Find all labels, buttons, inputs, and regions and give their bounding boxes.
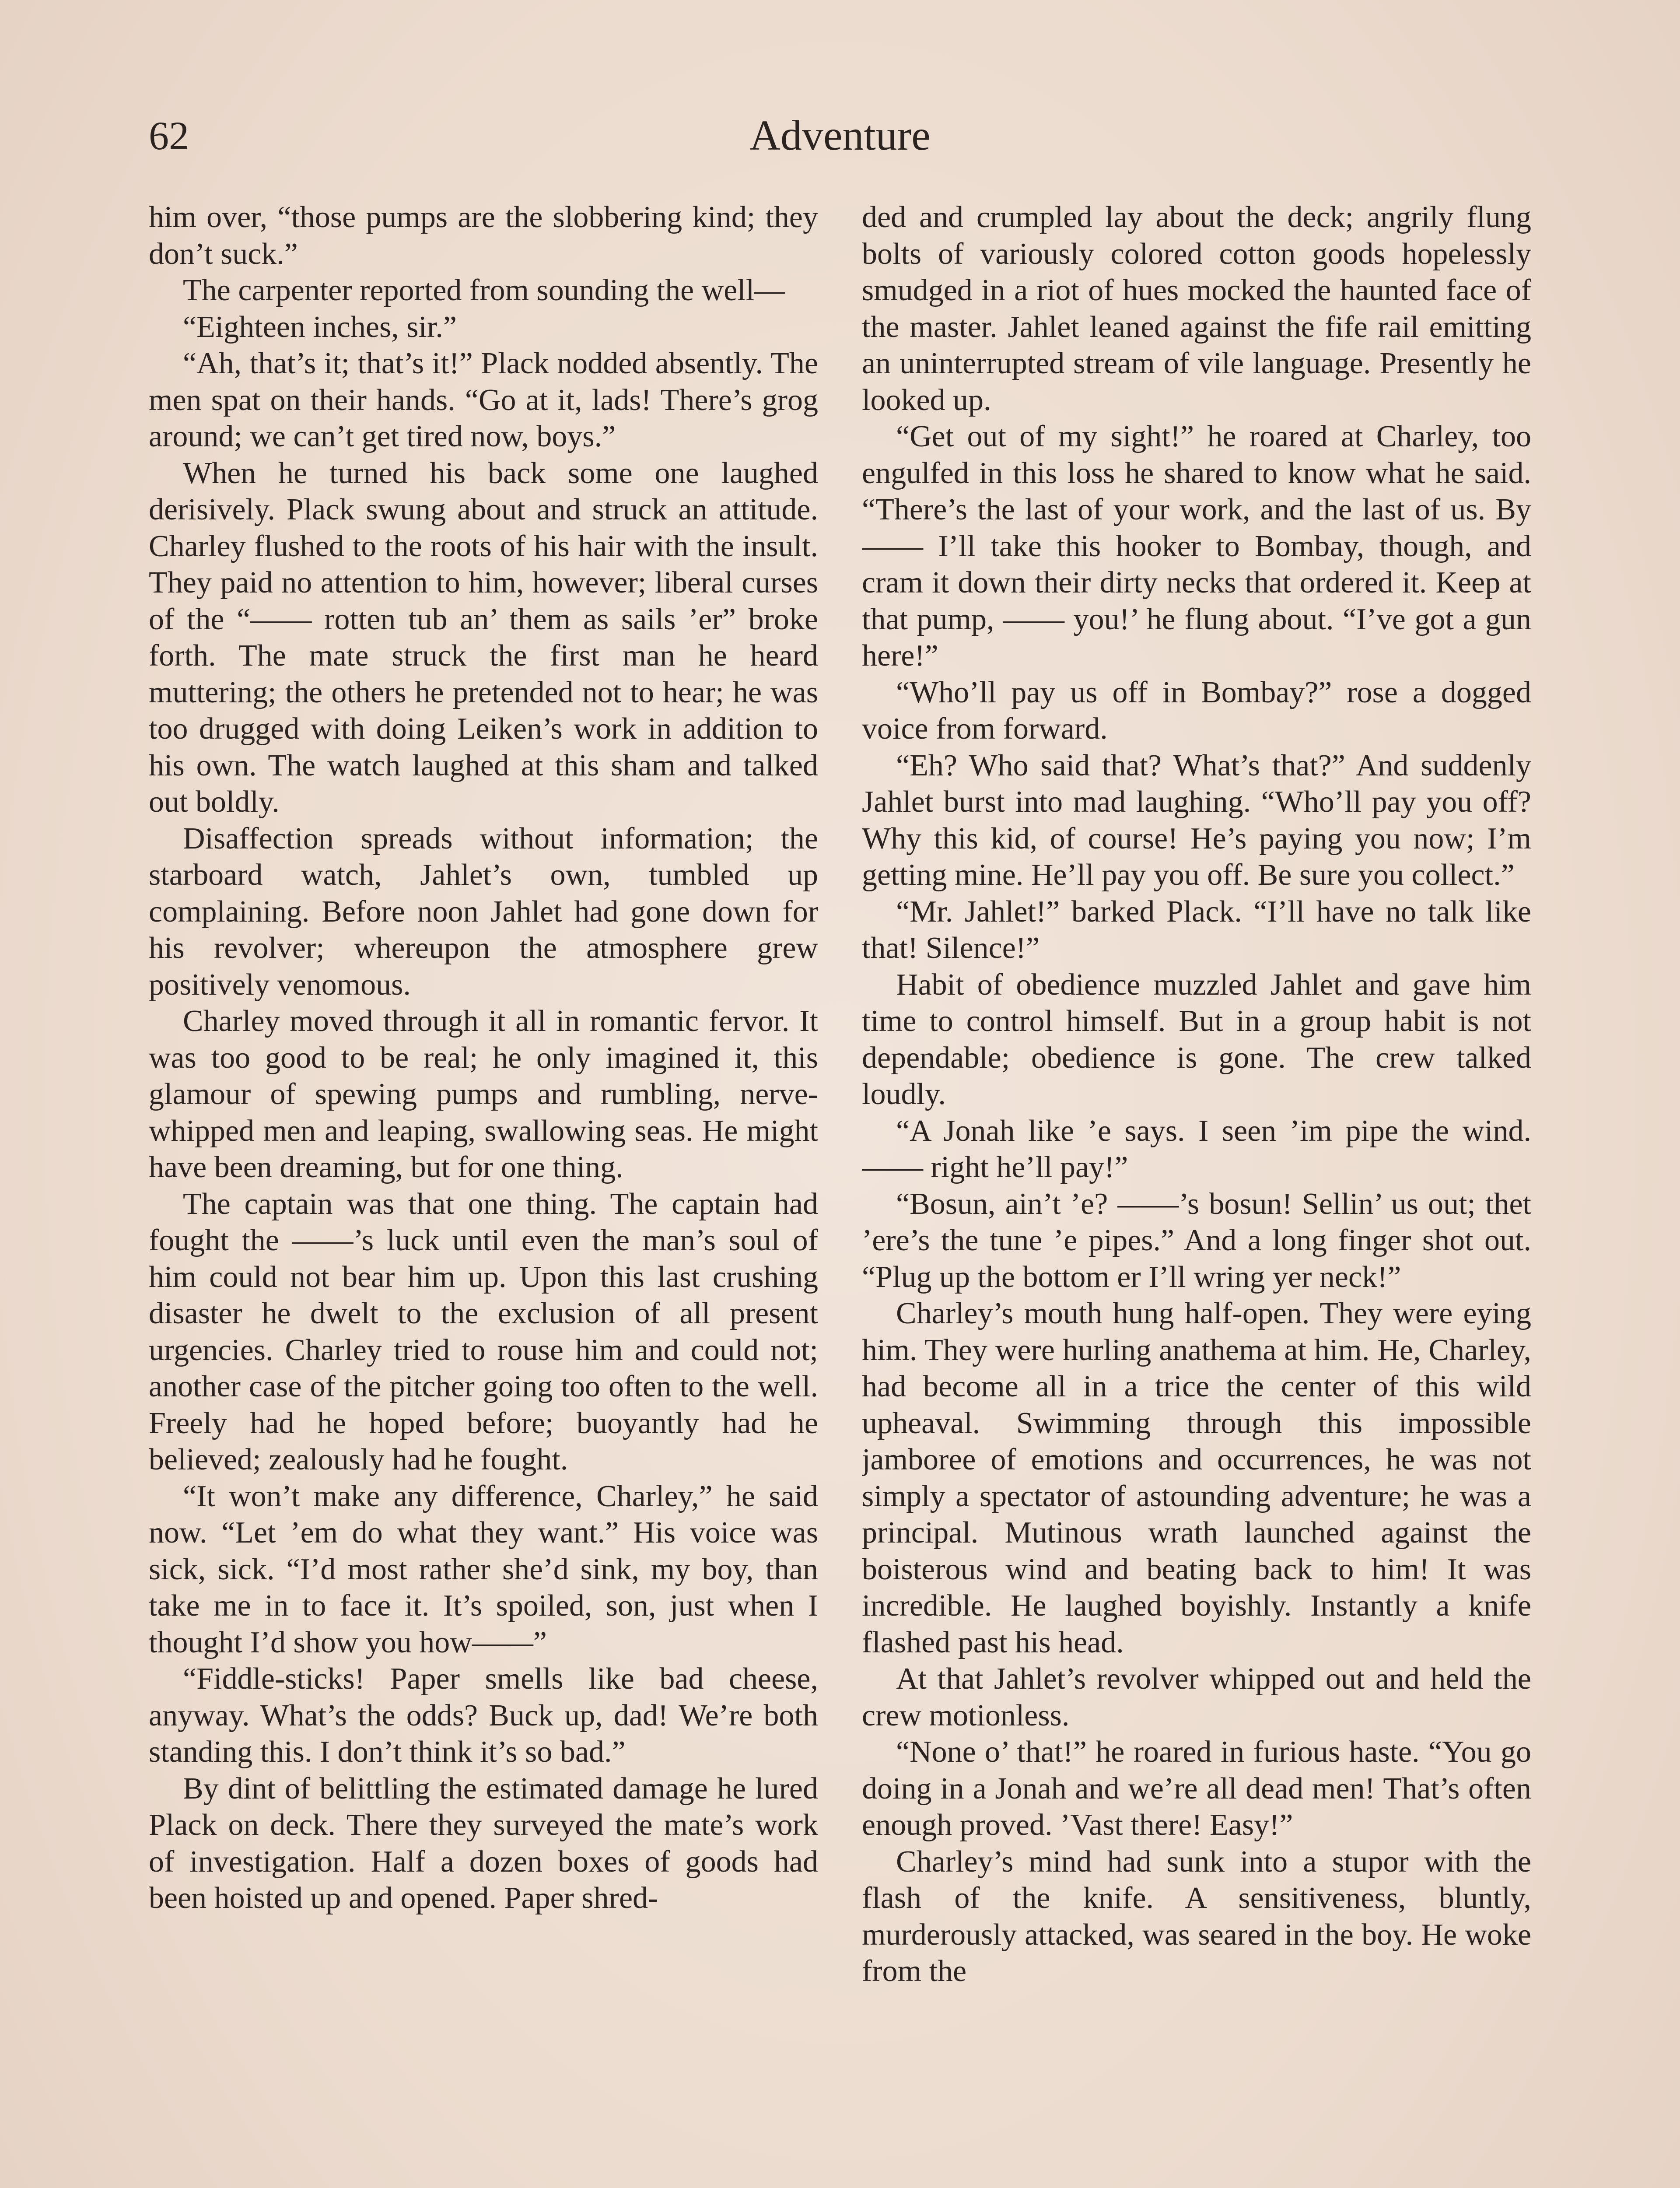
paragraph: “Ah, that’s it; that’s it!” Plack nodded absently. The men spat on their hands. “Go at it, lads! There’s grog around; we can’t get tired now, boys.” (149, 347, 818, 453)
paragraph: The captain was that one thing. The captain had fought the ——’s luck until even the man’s soul of him could not bear him up. Upon this last crushing disaster he dwelt to the exclusion of all present urgencies. Charley tried to rouse him and could not; another case of the pitcher going too often to the well. Freely had he hoped before; buoyantly had he believed; zealously had he fought. (149, 1187, 818, 1476)
left-column (149, 199, 818, 2188)
paragraph: Charley’s mouth hung half-open. They were eying him. They were hurling anathema at him. He, Charley, had become all in a trice the center of this wild upheaval. Swimming through this impossible jamboree of emotions and occurrences, he was not simply a spectator of astounding adventure; he was a principal. Mutinous wrath launched against the boisterous wind and beating back to him! It was incredible. He laughed boyishly. Instantly a knife flashed past his head. (862, 1297, 1531, 1659)
right-column (862, 199, 1531, 2188)
paragraph: “A Jonah like ’e says. I seen ’im pipe the wind. —— right he’ll pay!” (862, 1114, 1531, 1184)
paragraph: Charley moved through it all in romantic fervor. It was too good to be real; he only imagined it, this glamour of spewing pumps and rumbling, nerve-whipped men and leaping, swallowing seas. He might have been dreaming, but for one thing. (149, 1004, 818, 1184)
paragraph: “Eh? Who said that? What’s that?” And suddenly Jahlet burst into mad laughing. “Who’ll pay you off? Why this kid, of course! He’s paying you now; I’m getting mine. He’ll pay you off. Be sure you collect.” (862, 748, 1531, 892)
paragraph: him over, “those pumps are the slobbering kind; they don’t suck.” (149, 200, 818, 271)
paragraph: “Eighteen inches, sir.” (183, 310, 457, 344)
paragraph: “Mr. Jahlet!” barked Plack. “I’ll have no talk like that! Silence!” (862, 894, 1531, 965)
paragraph: ded and crumpled lay about the deck; angrily flung bolts of variously colored cotton goods hopelessly smudged in a riot of hues mocked the haunted face of the master. Jahlet leaned against the fife rail emitting an uninterrupted stream of vile language. Presently he looked up. (862, 200, 1531, 417)
paragraph: By dint of belittling the estimated damage he lured Plack on deck. There they surveyed the mate’s work of investigation. Half a dozen boxes of goods had been hoisted up and opened. Paper shred- (149, 1771, 818, 1915)
page-header (149, 109, 1531, 162)
paragraph: “None o’ that!” he roared in furious haste. “You go doing in a Jonah and we’re all dead men! That’s often enough proved. ’Vast there! Easy!” (862, 1735, 1531, 1842)
paragraph: When he turned his back some one laughed derisively. Plack swung about and struck an attitude. Charley flushed to the roots of his hair with the insult. They paid no attention to him, however; liberal curses of the “—— rotten tub an’ them as sails ’er” broke forth. The mate struck the first man he heard muttering; the others he pretended not to hear; he was too drugged with doing Leiken’s work in addition to his own. The watch laughed at this sham and talked out boldly. (149, 456, 818, 819)
paragraph: Habit of obedience muzzled Jahlet and gave him time to control himself. But in a group habit is not dependable; obedience is gone. The crew talked loudly. (862, 968, 1531, 1111)
paragraph: Charley’s mind had sunk into a stupor with the flash of the knife. A sensitiveness, bluntly, murderously attacked, was seared in the boy. He woke from the (862, 1844, 1531, 1988)
paragraph: Disaffection spreads without information; the starboard watch, Jahlet’s own, tumbled up complaining. Before noon Jahlet had gone down for his revolver; whereupon the atmosphere grew positively venomous. (149, 821, 818, 1002)
paragraph: “Fiddle-sticks! Paper smells like bad cheese, anyway. What’s the odds? Buck up, dad! We’re both standing this. I don’t think it’s so bad.” (149, 1662, 818, 1769)
paragraph: At that Jahlet’s revolver whipped out and held the crew motionless. (862, 1662, 1531, 1732)
text-columns (149, 199, 1531, 2188)
paragraph: “Bosun, ain’t ’e? ——’s bosun! Sellin’ us out; thet ’ere’s the tune ’e pipes.” And a long finger shot out. “Plug up the bottom er I’ll wring yer neck!” (862, 1187, 1531, 1294)
paragraph: “Who’ll pay us off in Bombay?” rose a dogged voice from forward. (862, 675, 1531, 746)
page-number: 62 (149, 113, 189, 158)
paragraph: The carpenter reported from sounding the well— (183, 274, 785, 307)
running-title: Adventure (749, 112, 931, 159)
paragraph: “Get out of my sight!” he roared at Charley, too engulfed in this loss he shared to know what he said. “There’s the last of your work, and the last of us. By —— I’ll take this hooker to Bombay, though, and cram it down their dirty necks that ordered it. Keep at that pump, —— you!’ he flung about. “I’ve got a gun here!” (862, 420, 1531, 673)
paragraph: “It won’t make any difference, Charley,” he said now. “Let ’em do what they want.” His voice was sick, sick. “I’d most rather she’d sink, my boy, than take me in to face it. It’s spoiled, son, just when I thought I’d show you how——” (149, 1479, 818, 1659)
